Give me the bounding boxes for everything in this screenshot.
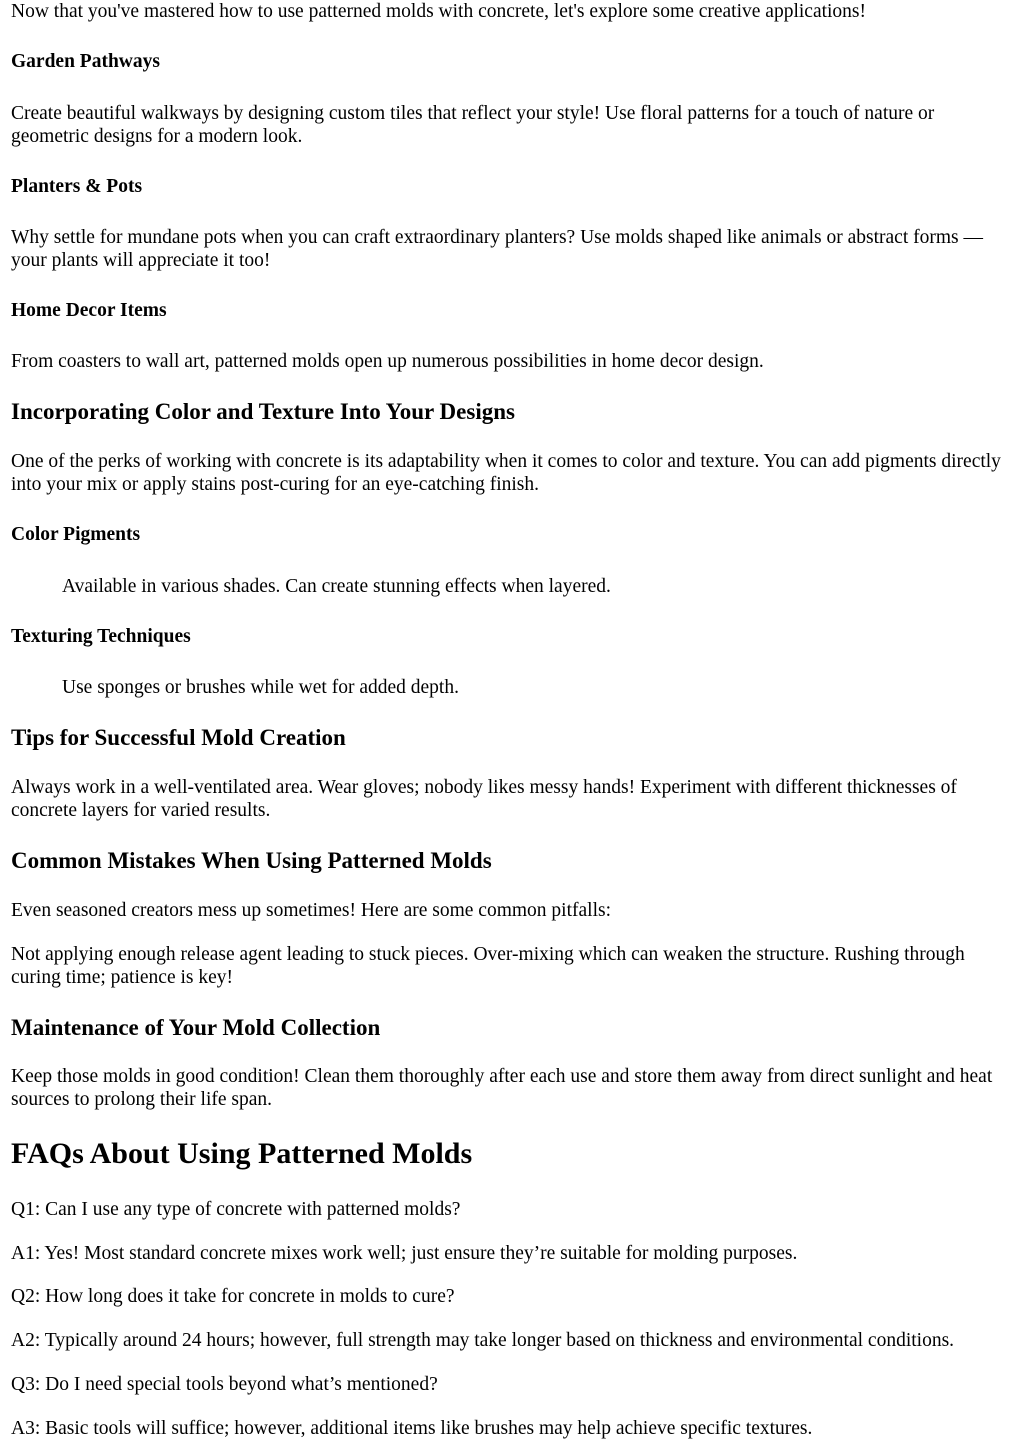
color-pigments-text: Available in various shades. Can create stunning effects when layered. xyxy=(62,576,611,597)
maintenance-text: Keep those molds in good condition! Clean them thoroughly after each use and store them away from direct sunlight and heat sources to prolong their life span. xyxy=(11,1066,993,1110)
home-decor-text: From coasters to wall art, patterned molds open up numerous possibilities in home decor design. xyxy=(11,351,764,372)
maintenance-heading: Maintenance of Your Mold Collection xyxy=(11,1015,381,1040)
faq-answer: A2: Typically around 24 hours; however, full strength may take longer based on thickness and environmental conditions. xyxy=(11,1330,955,1351)
faq-heading: FAQs About Using Patterned Molds xyxy=(11,1137,473,1170)
tips-heading: Tips for Successful Mold Creation xyxy=(11,725,346,750)
faq-question: Q1: Can I use any type of concrete with patterned molds? xyxy=(11,1199,461,1220)
color-texture-text: One of the perks of working with concrete is its adaptability when it comes to color and texture. You can add pigments directly into your mix or apply stains post-curing for an eye-catching finish. xyxy=(11,451,1001,495)
planters-pots-heading: Planters & Pots xyxy=(11,176,143,197)
garden-pathways-heading: Garden Pathways xyxy=(11,51,160,72)
home-decor-heading: Home Decor Items xyxy=(11,300,167,321)
faq-question: Q2: How long does it take for concrete in molds to cure? xyxy=(11,1286,455,1307)
faq-answer: A1: Yes! Most standard concrete mixes work well; just ensure they’re suitable for molding purposes. xyxy=(11,1243,798,1264)
mistakes-intro: Even seasoned creators mess up sometimes! Here are some common pitfalls: xyxy=(11,900,611,921)
planters-pots-text: Why settle for mundane pots when you can craft extraordinary planters? Use molds shaped like animals or abstract forms —your plants will appreciate it too! xyxy=(11,227,983,271)
mistakes-text: Not applying enough release agent leading to stuck pieces. Over-mixing which can weaken the structure. Rushing through curing time; patience is key! xyxy=(11,944,965,988)
color-pigments-heading: Color Pigments xyxy=(11,524,141,545)
tips-text: Always work in a well-ventilated area. Wear gloves; nobody likes messy hands! Experiment with different thicknesses of concrete layers for varied results. xyxy=(11,777,957,821)
faq-answer: A3: Basic tools will suffice; however, additional items like brushes may help achieve specific textures. xyxy=(11,1418,813,1439)
garden-pathways-text: Create beautiful walkways by designing custom tiles that reflect your style! Use floral patterns for a touch of nature or geometric designs for a modern look. xyxy=(11,103,935,147)
color-texture-heading: Incorporating Color and Texture Into Your Designs xyxy=(11,399,515,424)
faq-question: Q3: Do I need special tools beyond what’s mentioned? xyxy=(11,1374,438,1395)
intro-paragraph: Now that you've mastered how to use patterned molds with concrete, let's explore some creative applications! xyxy=(11,1,867,22)
texturing-techniques-text: Use sponges or brushes while wet for added depth. xyxy=(62,677,459,698)
mistakes-heading: Common Mistakes When Using Patterned Molds xyxy=(11,848,492,873)
texturing-techniques-heading: Texturing Techniques xyxy=(11,626,191,647)
